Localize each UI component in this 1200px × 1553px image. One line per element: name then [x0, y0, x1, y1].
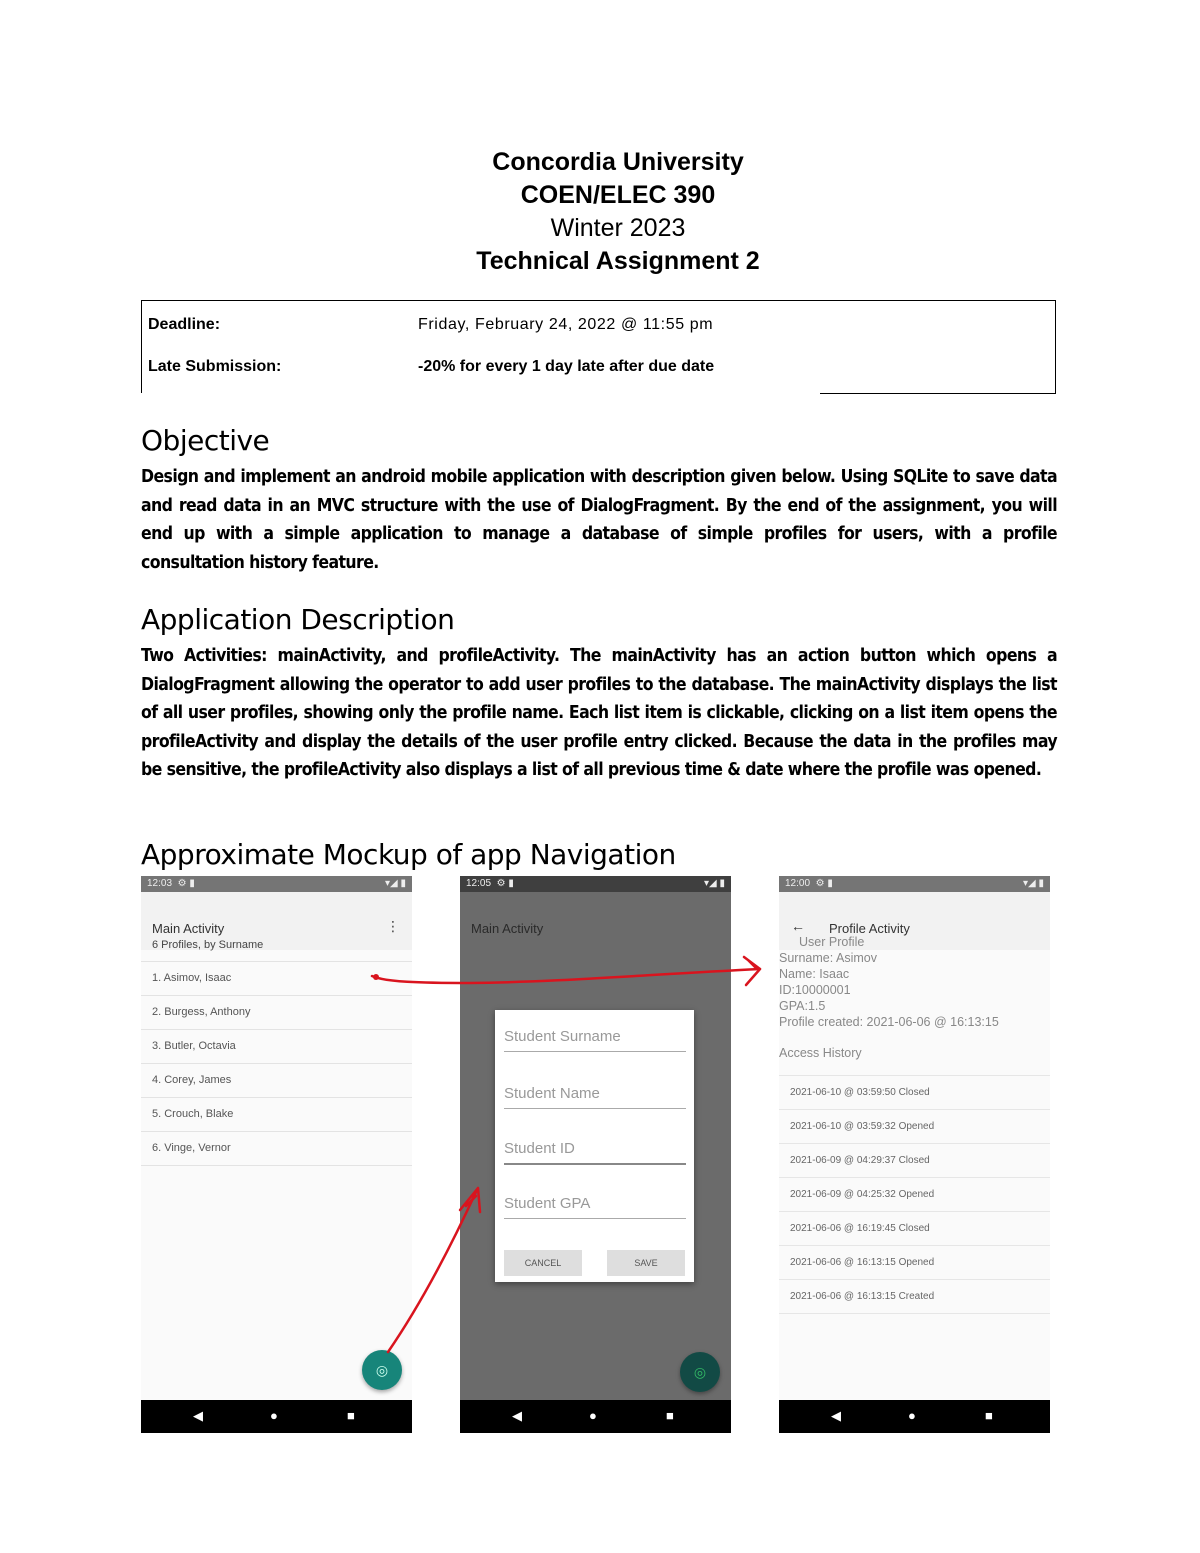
status-time: 12:00 [785, 878, 811, 889]
profile-gpa: GPA:1.5 [779, 999, 826, 1013]
list-header: 6 Profiles, by Surname [152, 939, 264, 951]
university-name: Concordia University [492, 148, 744, 176]
home-icon[interactable]: ● [270, 1408, 278, 1423]
profile-name: Name: Isaac [779, 967, 850, 981]
deadline-value: Friday, February 24, 2022 @ 11:55 pm [418, 316, 714, 333]
status-icons: ⚙ ▮ [174, 878, 195, 889]
list-item[interactable]: 4. Corey, James [141, 1063, 412, 1097]
save-button[interactable]: SAVE [607, 1250, 685, 1276]
assignment-title: Technical Assignment 2 [476, 247, 760, 275]
back-arrow-icon[interactable]: ← [791, 918, 805, 934]
arrow-fab-to-dialog [388, 1192, 476, 1352]
history-item: 2021-06-09 @ 04:29:37 Closed [779, 1143, 1050, 1177]
student-id-input[interactable]: Student ID [504, 1140, 686, 1165]
history-item: 2021-06-09 @ 04:25:32 Opened [779, 1177, 1050, 1211]
list-item[interactable]: 3. Butler, Octavia [141, 1029, 412, 1063]
app-bar-title: Profile Activity [829, 921, 910, 936]
status-time: 12:03 [147, 878, 173, 889]
history-item: 2021-06-06 @ 16:13:15 Created [779, 1279, 1050, 1313]
recents-icon[interactable]: ■ [985, 1408, 993, 1423]
overflow-menu-icon[interactable]: ⋮ [386, 918, 400, 934]
status-icons: ⚙ ▮ [493, 878, 514, 889]
status-icons: ⚙ ▮ [812, 878, 833, 889]
cancel-button[interactable]: CANCEL [504, 1250, 582, 1276]
recents-icon[interactable]: ■ [666, 1408, 674, 1423]
arrow-list-to-profile [372, 969, 760, 983]
list-item[interactable]: 2. Burgess, Anthony [141, 995, 412, 1029]
deadline-label: Deadline: [148, 316, 221, 333]
app-bar-title: Main Activity [152, 921, 225, 936]
signal-battery-icon: ▾◢ ▮ [704, 878, 725, 889]
profile-header: User Profile [799, 935, 865, 949]
profile-surname: Surname: Asimov [779, 951, 877, 965]
app-description-text: Two Activities: mainActivity, and profileActivity. The mainActivity has an action button which opens a DialogFragment allowing the operator to add user profiles to the database. The mainActivity displays the list of all user profiles, showing only the profile name. Each list item is clickable, clicking on a list item opens the profileActivity and display the details of the user profile entry clicked. Because the data in the profiles may be sensitive, the profileActivity also displays a list of all previous time & date where the profile was opened. [141, 646, 1057, 780]
back-icon[interactable]: ◀ [512, 1408, 522, 1423]
app-bar-title: Main Activity [471, 921, 544, 936]
back-icon[interactable]: ◀ [193, 1408, 203, 1423]
student-name-input[interactable]: Student Name [504, 1085, 686, 1109]
status-time: 12:05 [466, 878, 492, 889]
objective-heading: Objective [141, 424, 270, 457]
history-item: 2021-06-10 @ 03:59:32 Opened [779, 1109, 1050, 1143]
history-item: 2021-06-06 @ 16:13:15 Opened [779, 1245, 1050, 1279]
home-icon[interactable]: ● [589, 1408, 597, 1423]
arrow-start-dot [373, 974, 379, 980]
arrow-head-profile [744, 957, 760, 985]
signal-battery-icon: ▾◢ ▮ [1023, 878, 1044, 889]
objective-text: Design and implement an android mobile application with description given below. Using SQLite to save data and read data in an MVC structure with the use of DialogFragment. By the end of the assignment, you will end up with a simple application to manage a database of simple profiles for users, with a profile consultation history feature. [141, 467, 1057, 573]
signal-battery-icon: ▾◢ ▮ [385, 878, 406, 889]
late-submission-value: -20% for every 1 day late after due date [418, 358, 715, 375]
profile-created: Profile created: 2021-06-06 @ 16:13:15 [779, 1015, 999, 1029]
mockup-heading: Approximate Mockup of app Navigation [141, 838, 676, 871]
list-item[interactable]: 5. Crouch, Blake [141, 1097, 412, 1131]
access-history-header: Access History [779, 1046, 862, 1060]
back-icon[interactable]: ◀ [831, 1408, 841, 1423]
student-gpa-input[interactable]: Student GPA [504, 1195, 686, 1219]
late-submission-label: Late Submission: [148, 358, 282, 375]
recents-icon[interactable]: ■ [347, 1408, 355, 1423]
history-item: 2021-06-10 @ 03:59:50 Closed [779, 1075, 1050, 1109]
list-item[interactable]: 6. Vinge, Vernor [141, 1131, 412, 1165]
list-item[interactable]: 1. Asimov, Isaac [141, 961, 412, 995]
app-description-heading: Application Description [141, 603, 455, 636]
history-item: 2021-06-06 @ 16:19:45 Closed [779, 1211, 1050, 1245]
profile-id: ID:10000001 [779, 983, 851, 997]
add-icon: ◎ [375, 1362, 389, 1378]
course-code: COEN/ELEC 390 [520, 181, 716, 209]
home-icon[interactable]: ● [908, 1408, 916, 1423]
student-surname-input[interactable]: Student Surname [504, 1028, 686, 1052]
term: Winter 2023 [550, 214, 686, 242]
add-icon: ◎ [693, 1364, 707, 1380]
